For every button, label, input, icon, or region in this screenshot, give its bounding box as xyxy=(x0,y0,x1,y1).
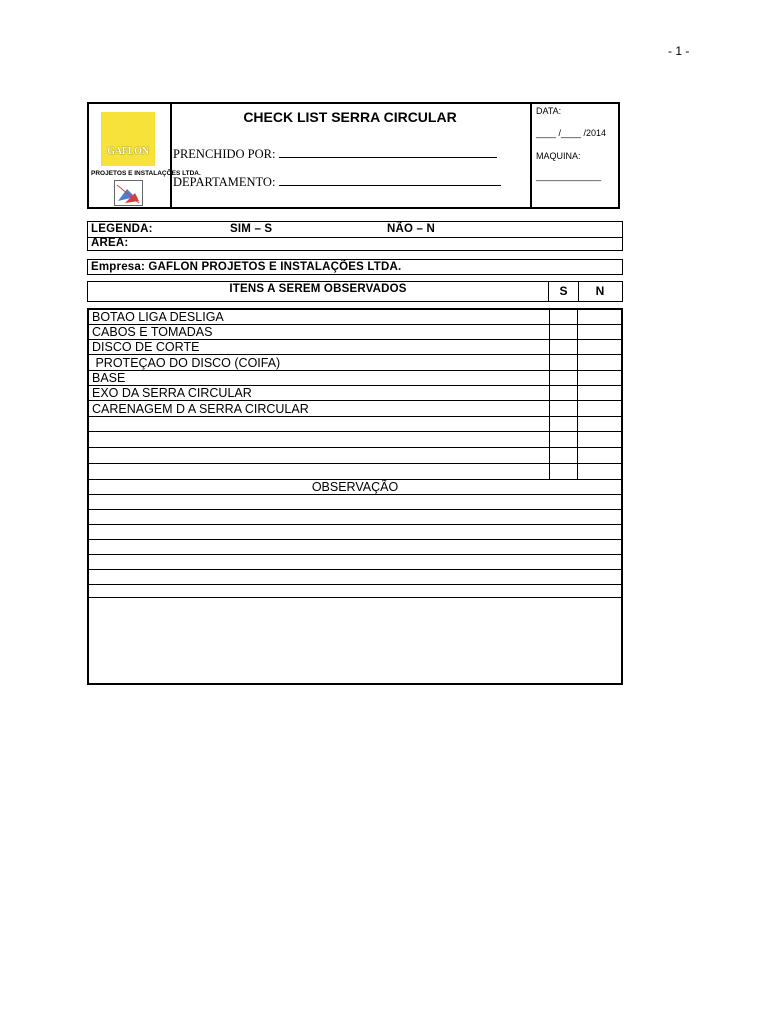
data-value[interactable]: ____ /____ /2014 xyxy=(536,128,607,138)
date-machine-column xyxy=(530,104,620,207)
items-header-label: ITENS A SEREM OBSERVADOS xyxy=(229,283,407,295)
row-divider xyxy=(89,431,621,432)
header-box xyxy=(87,102,620,209)
column-divider-s xyxy=(549,310,550,479)
row-divider xyxy=(89,400,621,401)
row-divider xyxy=(89,354,621,355)
observacao-label: OBSERVAÇÃO xyxy=(311,480,399,494)
row-divider xyxy=(89,416,621,417)
departamento-label: DEPARTAMENTO: xyxy=(173,175,276,189)
departamento-input-line[interactable] xyxy=(279,173,501,186)
legend-box xyxy=(87,221,623,251)
row-divider xyxy=(89,569,621,570)
maquina-label: MAQUINA: xyxy=(536,151,581,161)
row-divider xyxy=(89,524,621,525)
maquina-value[interactable]: _____________ xyxy=(536,171,602,181)
prenchido-field xyxy=(173,145,497,162)
logo-subtitle: PROJETOS E INSTALAÇÕES LTDA. xyxy=(91,170,201,177)
column-divider-n xyxy=(577,310,578,479)
row-divider xyxy=(89,463,621,464)
item-base: BASE xyxy=(92,371,126,385)
prenchido-input-line[interactable] xyxy=(279,145,497,158)
items-header xyxy=(87,281,623,302)
data-label: DATA: xyxy=(536,106,562,116)
row-divider xyxy=(89,370,621,371)
logo-column xyxy=(89,104,201,207)
empresa-box xyxy=(87,259,623,275)
gaflon-logo xyxy=(101,112,155,166)
item-protecao-do-disco: PROTEÇAO DO DISCO (COIFA) xyxy=(92,356,281,370)
row-divider xyxy=(89,584,621,585)
legend-row xyxy=(88,222,622,238)
row-divider xyxy=(89,554,621,555)
page-number: - 1 - xyxy=(668,44,690,58)
legend-sim: SIM – S xyxy=(230,223,273,235)
departamento-field xyxy=(173,173,501,190)
row-divider xyxy=(89,447,621,448)
row-divider xyxy=(89,494,621,495)
row-divider xyxy=(89,509,621,510)
page-title: CHECK LIST SERRA CIRCULAR xyxy=(243,109,457,125)
checklist-table xyxy=(87,308,623,685)
row-divider xyxy=(89,597,621,598)
legenda-label: LEGENDA: xyxy=(91,223,153,235)
header-n: N xyxy=(595,284,605,298)
item-botao-liga-desliga: BOTAO LIGA DESLIGA xyxy=(92,310,224,324)
header-s: S xyxy=(548,282,579,301)
empresa-label: Empresa: GAFLON PROJETOS E INSTALAÇÕES LTDA. xyxy=(91,261,402,273)
item-carenagem: CARENAGEM D A SERRA CIRCULAR xyxy=(92,402,309,416)
item-cabos-e-tomadas: CABOS E TOMADAS xyxy=(92,325,213,339)
legend-nao: NÃO – N xyxy=(387,223,436,235)
item-disco-de-corte: DISCO DE CORTE xyxy=(92,340,200,354)
item-exo-da-serra: EXO DA SERRA CIRCULAR xyxy=(92,386,252,400)
prenchido-label: PRENCHIDO POR: xyxy=(173,147,276,161)
area-label: AREA: xyxy=(91,237,129,249)
logo-text: GAFLON xyxy=(107,146,149,157)
row-divider xyxy=(89,539,621,540)
company-image-icon xyxy=(114,180,143,206)
